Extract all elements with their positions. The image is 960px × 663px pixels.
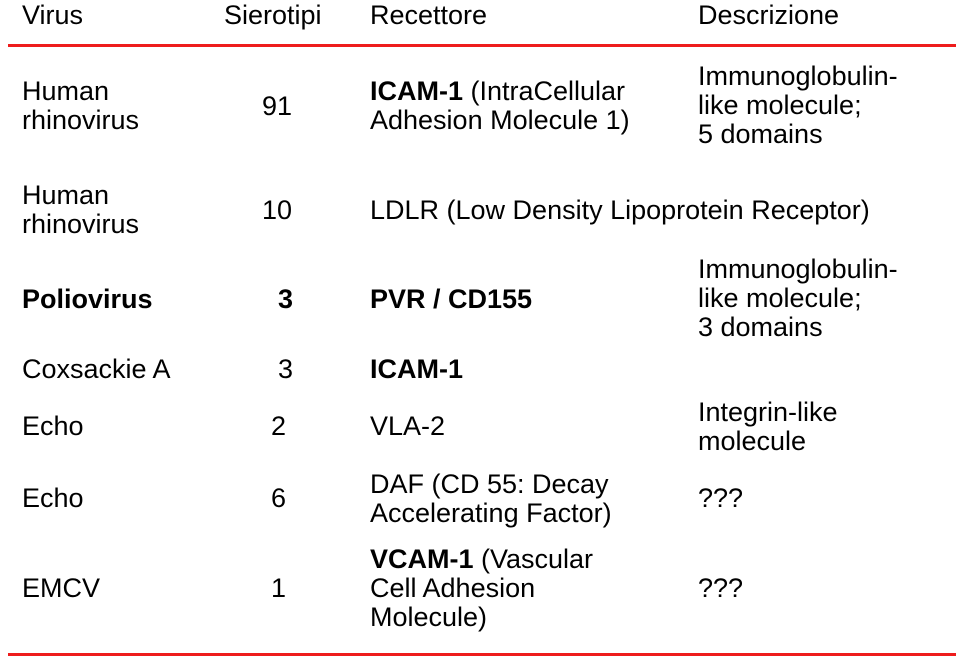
row2-sierotipi: 10	[262, 195, 293, 225]
row4-sierotipi: 3	[278, 354, 294, 384]
row3-virus: Poliovirus	[22, 284, 153, 314]
row7-recettore-rest: (Vascular	[473, 544, 594, 574]
row2-virus-line1: Human	[22, 180, 110, 210]
header-rule	[8, 44, 956, 47]
row6-recettore-line2: Accelerating Factor)	[370, 498, 612, 528]
row7-recettore-line2: Cell Adhesion	[370, 573, 536, 603]
header-sierotipi: Sierotipi	[224, 0, 322, 30]
bottom-rule	[8, 653, 956, 656]
row1-recettore-bold: ICAM-1	[370, 76, 463, 106]
row1-descrizione-line1: Immunoglobulin-	[698, 61, 898, 91]
row6-recettore-line1: DAF (CD 55: Decay	[370, 469, 609, 499]
row5-descrizione-line1: Integrin-like	[698, 397, 838, 427]
row1-virus-line1: Human	[22, 76, 110, 106]
row5-descrizione-line2: molecule	[698, 426, 807, 456]
row7-sierotipi: 1	[271, 573, 287, 603]
row7-recettore-line3: Molecule)	[370, 602, 488, 632]
row1-descrizione-line2: like molecule;	[698, 90, 862, 120]
row3-sierotipi: 3	[278, 284, 294, 314]
row7-descrizione: ???	[698, 573, 744, 603]
row7-recettore-bold: VCAM-1	[370, 544, 474, 574]
row3-descrizione-line3: 3 domains	[698, 312, 823, 342]
row1-recettore-rest: (IntraCellular	[463, 76, 626, 106]
row6-descrizione: ???	[698, 483, 744, 513]
row5-recettore: VLA-2	[370, 411, 446, 441]
row2-recettore: LDLR (Low Density Lipoprotein Receptor)	[370, 195, 870, 225]
row3-descrizione-line2: like molecule;	[698, 283, 862, 313]
header-virus: Virus	[22, 0, 84, 30]
row7-recettore-line1	[370, 545, 593, 574]
row6-sierotipi: 6	[271, 483, 287, 513]
row5-virus: Echo	[22, 411, 84, 441]
row6-virus: Echo	[22, 483, 84, 513]
row3-descrizione-line1: Immunoglobulin-	[698, 254, 898, 284]
row4-virus: Coxsackie A	[22, 354, 171, 384]
row2-virus-line2: rhinovirus	[22, 209, 140, 239]
row5-sierotipi: 2	[271, 411, 287, 441]
row4-recettore: ICAM-1	[370, 354, 463, 384]
row7-virus: EMCV	[22, 573, 101, 603]
row1-recettore-line2: Adhesion Molecule 1)	[370, 105, 630, 135]
row1-virus-line2: rhinovirus	[22, 105, 140, 135]
row3-recettore: PVR / CD155	[370, 284, 533, 314]
row1-descrizione-line3: 5 domains	[698, 119, 823, 149]
header-descrizione: Descrizione	[698, 0, 840, 30]
header-recettore: Recettore	[370, 0, 488, 30]
row1-recettore-line1	[370, 77, 625, 106]
row1-sierotipi: 91	[262, 91, 293, 121]
